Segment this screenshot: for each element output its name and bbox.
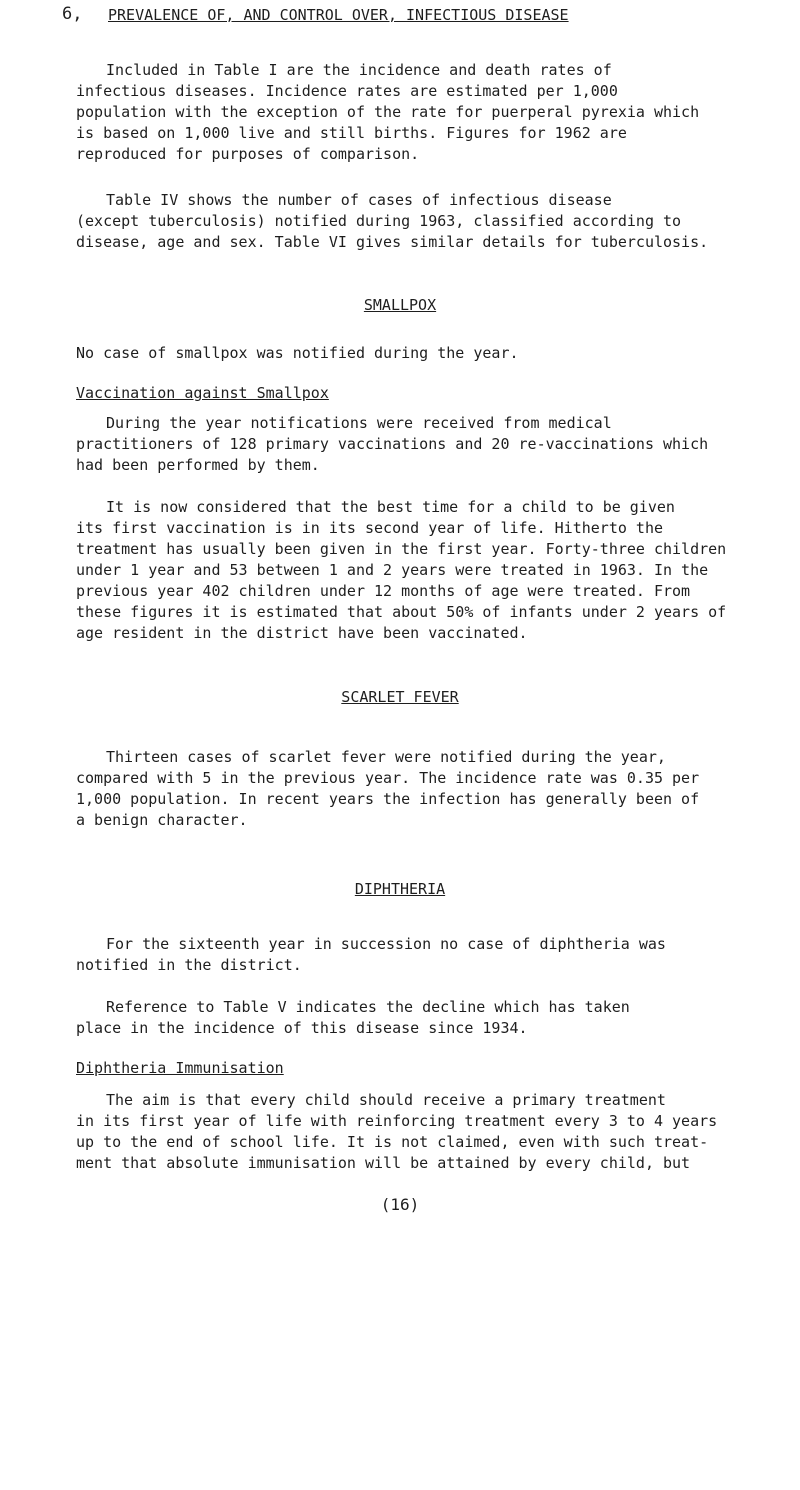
text-line: Reference to Table V indicates the decline which has taken: [106, 998, 630, 1016]
text-line: Table IV shows the number of cases of infectious disease: [106, 191, 612, 209]
diphtheria-paragraph-3: [76, 1090, 736, 1174]
text-line: previous year 402 children under 12 months of age were treated. From: [76, 582, 691, 600]
section-heading: SMALLPOX: [363, 296, 437, 314]
smallpox-paragraph-2: [76, 413, 736, 476]
text-line: had been performed by them.: [76, 456, 320, 474]
text-line: It is now considered that the best time for a child to be given: [106, 498, 675, 516]
text-line: place in the incidence of this disease since 1934.: [76, 1019, 528, 1037]
text-line: its first vaccination is in its second year of life. Hitherto the: [76, 519, 663, 537]
text-line: No case of smallpox was notified during the year.: [76, 344, 519, 362]
text-line: disease, age and sex. Table VI gives similar details for tuberculosis.: [76, 233, 709, 251]
scarlet-fever-paragraph: [76, 747, 736, 831]
diphtheria-paragraph-1: [76, 934, 736, 976]
text-line: The aim is that every child should receive a primary treatment: [106, 1091, 666, 1109]
text-line: (except tuberculosis) notified during 1963, classified according to: [76, 212, 682, 230]
text-line: age resident in the district have been vaccinated.: [76, 624, 528, 642]
text-line: compared with 5 in the previous year. The incidence rate was 0.35 per: [76, 769, 700, 787]
footer-page-number: (16): [380, 1195, 420, 1214]
page-title: PREVALENCE OF, AND CONTROL OVER, INFECTIOUS DISEASE: [108, 6, 569, 24]
immunisation-subheading: Diphtheria Immunisation: [76, 1059, 284, 1077]
smallpox-paragraph-3: [76, 497, 736, 644]
smallpox-heading: [0, 296, 800, 314]
text-line: population with the exception of the rate for puerperal pyrexia which: [76, 103, 700, 121]
text-line: 1,000 population. In recent years the infection has generally been of: [76, 790, 700, 808]
text-line: Included in Table I are the incidence and death rates of: [106, 61, 612, 79]
text-line: reproduced for purposes of comparison.: [76, 145, 420, 163]
text-line: infectious diseases. Incidence rates are estimated per 1,000: [76, 82, 618, 100]
text-line: these figures it is estimated that about 50% of infants under 2 years of: [76, 603, 727, 621]
section-heading: SCARLET FEVER: [341, 688, 459, 706]
text-line: notified in the district.: [76, 956, 302, 974]
scarlet-fever-heading: [0, 688, 800, 706]
intro-paragraph-2: [76, 190, 736, 253]
text-line: For the sixteenth year in succession no case of diphtheria was: [106, 935, 666, 953]
text-line: ment that absolute immunisation will be attained by every child, but: [76, 1154, 691, 1172]
smallpox-paragraph-1: [76, 343, 736, 364]
text-line: practitioners of 128 primary vaccinations and 20 re-vaccinations which: [76, 435, 709, 453]
text-line: During the year notifications were received from medical: [106, 414, 612, 432]
text-line: Thirteen cases of scarlet fever were notified during the year,: [106, 748, 666, 766]
header-page-number: 6,: [62, 4, 83, 24]
text-line: is based on 1,000 live and still births. Figures for 1962 are: [76, 124, 627, 142]
diphtheria-paragraph-2: [76, 997, 736, 1039]
text-line: a benign character.: [76, 811, 248, 829]
text-line: in its first year of life with reinforcing treatment every 3 to 4 years: [76, 1112, 718, 1130]
intro-paragraph-1: [76, 60, 736, 165]
text-line: up to the end of school life. It is not claimed, even with such treat-: [76, 1133, 709, 1151]
text-line: under 1 year and 53 between 1 and 2 years were treated in 1963. In the: [76, 561, 709, 579]
diphtheria-heading: [0, 880, 800, 898]
section-heading: DIPHTHERIA: [354, 880, 446, 898]
vaccination-subheading: Vaccination against Smallpox: [76, 384, 329, 402]
text-line: treatment has usually been given in the first year. Forty-three children: [76, 540, 727, 558]
